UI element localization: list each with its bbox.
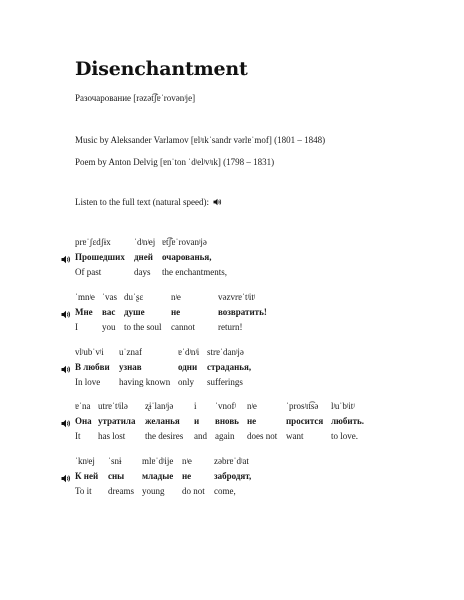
english-word: dreams: [108, 486, 134, 496]
russian-word: страданья,: [207, 362, 252, 372]
russian-row: [0, 307, 464, 319]
english-word: return!: [218, 322, 243, 332]
ipa-word: ˈsnɨ: [108, 456, 122, 466]
ipa-word: i: [194, 401, 197, 411]
ipa-word: ˈdʲnʲej: [134, 237, 156, 247]
ipa-word: vəzvrɐˈtʲitʲ: [218, 292, 256, 302]
english-word: the desires: [145, 431, 184, 441]
ipa-word: ʐɨˈlanʲjə: [145, 401, 174, 411]
ipa-word: ɐt͡ʃɐˈrovanʲjə: [162, 237, 207, 247]
english-word: does not: [247, 431, 278, 441]
ipa-word: vlʲubˈvʲi: [75, 347, 104, 357]
ipa-word: nʲe: [182, 456, 192, 466]
ipa-word: ɐˈdʲnʲi: [178, 347, 200, 357]
russian-word: желанья: [145, 416, 180, 426]
english-word: you: [102, 322, 116, 332]
ipa-word: ˈvnofʲ: [215, 401, 236, 411]
russian-word: просится: [286, 416, 324, 426]
english-row: [0, 431, 464, 443]
english-word: the enchantments,: [162, 267, 227, 277]
english-word: come,: [214, 486, 236, 496]
listen-line: [75, 197, 222, 207]
russian-word: утратила: [98, 416, 136, 426]
english-word: days: [134, 267, 151, 277]
stanza-5: [0, 456, 464, 506]
ipa-word: zəbrɐˈdʲat: [214, 456, 249, 466]
listen-label: Listen to the full text (natural speed):: [75, 197, 209, 207]
ipa-word: duˈʂɛ: [124, 292, 144, 302]
subtitle: Разочарование [rəzət͡ʃɐˈrovənʲje]: [75, 93, 196, 103]
english-word: to love.: [331, 431, 358, 441]
english-word: do not: [182, 486, 205, 496]
russian-word: К ней: [75, 471, 99, 481]
ipa-word: nʲe: [247, 401, 257, 411]
russian-word: сны: [108, 471, 125, 481]
ipa-row: [0, 292, 464, 304]
russian-word: не: [182, 471, 192, 481]
russian-word: и: [194, 416, 200, 426]
ipa-row: [0, 347, 464, 359]
russian-row: [0, 362, 464, 374]
english-word: In love: [75, 377, 101, 387]
ipa-word: ˈvas: [102, 292, 117, 302]
russian-word: узнав: [119, 362, 142, 372]
stanza-4: [0, 401, 464, 451]
english-row: [0, 377, 464, 389]
russian-word: В любви: [75, 362, 110, 372]
english-word: again: [215, 431, 235, 441]
english-word: having known: [119, 377, 171, 387]
english-word: has lost: [98, 431, 126, 441]
english-word: sufferings: [207, 377, 243, 387]
ipa-row: [0, 401, 464, 413]
russian-row: [0, 252, 464, 264]
russian-word: возвратить!: [218, 307, 267, 317]
ipa-word: uˈznaf: [119, 347, 142, 357]
english-word: Of past: [75, 267, 102, 277]
ipa-word: lʲuˈbʲitʲ: [331, 401, 355, 411]
ipa-word: prɐˈʃɛdʃɨx: [75, 237, 111, 247]
ipa-word: ˈprosʲɪt͡sə: [286, 401, 319, 411]
ipa-row: [0, 456, 464, 468]
russian-word: любить.: [331, 416, 365, 426]
english-row: [0, 322, 464, 334]
music-credit: Music by Aleksander Varlamov [ɐlʲɪkˈsandr vərlɐˈmof] (1801 – 1848): [75, 135, 326, 145]
speaker-icon[interactable]: [213, 198, 222, 206]
ipa-word: ˈmnʲe: [75, 292, 95, 302]
english-word: I: [75, 322, 78, 332]
russian-word: дней: [134, 252, 153, 262]
english-word: cannot: [171, 322, 195, 332]
english-word: only: [178, 377, 195, 387]
russian-word: вас: [102, 307, 116, 317]
russian-word: забродят,: [214, 471, 252, 481]
english-row: [0, 267, 464, 279]
english-word: to the soul: [124, 322, 162, 332]
poem-credit: Poem by Anton Delvig [ɐnˈton ˈdʲelʲvʲɪk] (1798 – 1831): [75, 157, 275, 167]
ipa-word: nʲe: [171, 292, 181, 302]
stanza-1: [0, 237, 464, 287]
russian-row: [0, 416, 464, 428]
russian-word: очарованья,: [162, 252, 212, 262]
english-word: want: [286, 431, 304, 441]
ipa-word: mlɐˈdʲije: [142, 456, 174, 466]
russian-word: Прошедших: [75, 252, 125, 262]
russian-word: не: [171, 307, 181, 317]
ipa-word: ˈknʲej: [75, 456, 95, 466]
stanza-2: [0, 292, 464, 342]
ipa-word: strɐˈdanʲjə: [207, 347, 244, 357]
russian-word: Мне: [75, 307, 93, 317]
russian-word: не: [247, 416, 257, 426]
russian-word: душе: [124, 307, 145, 317]
english-word: To it: [75, 486, 92, 496]
english-word: young: [142, 486, 165, 496]
ipa-word: utrɐˈtʲilə: [98, 401, 128, 411]
russian-row: [0, 471, 464, 483]
english-row: [0, 486, 464, 498]
page-title: Disenchantment: [75, 58, 248, 80]
english-word: It: [75, 431, 81, 441]
english-word: and: [194, 431, 207, 441]
russian-word: одни: [178, 362, 198, 372]
russian-word: младые: [142, 471, 174, 481]
russian-word: Она: [75, 416, 92, 426]
stanza-3: [0, 347, 464, 397]
ipa-row: [0, 237, 464, 249]
russian-word: вновь: [215, 416, 239, 426]
ipa-word: ɐˈna: [75, 401, 91, 411]
